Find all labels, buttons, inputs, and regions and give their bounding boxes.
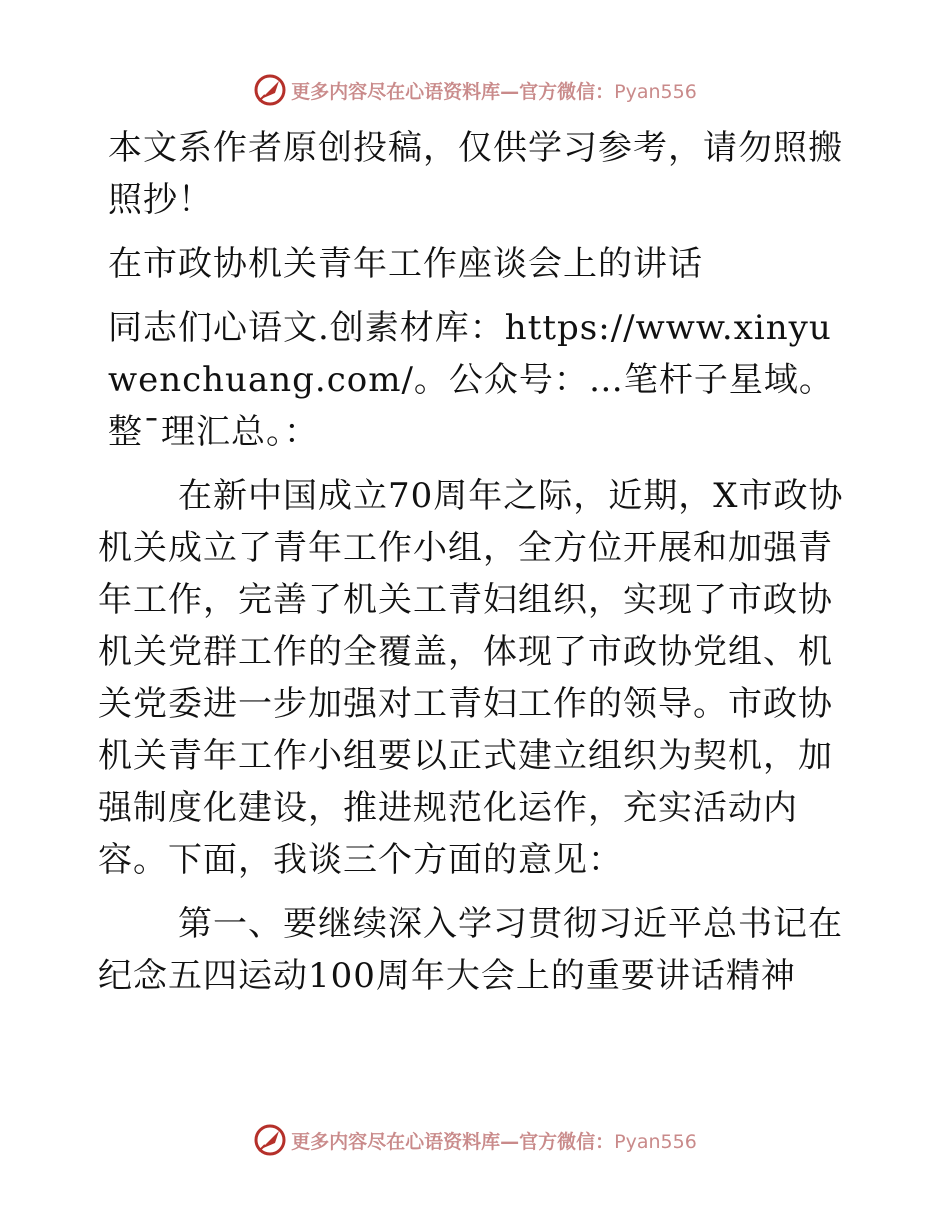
footer-banner bbox=[0, 1120, 950, 1160]
banner-wechat-id: Pyan556 bbox=[614, 1130, 697, 1153]
banner-wechat-id: Pyan556 bbox=[614, 80, 697, 103]
banner-text: 更多内容尽在心语资料库—官方微信：Pyan556 bbox=[291, 1130, 697, 1153]
body-paragraph-1: 在新中国成立70周年之际，近期，X市政协机关成立了青年工作小组，全方位开展和加强青年工作，完善了机关工青妇组织，实现了市政协机关党群工作的全覆盖，体现了市政协党组、机关党委进一步加强对工青妇工作的领导。市政协机关青年工作小组要以正式建立组织为契机，加强制度化建设，推进规范化运作，充实活动内容。下面，我谈三个方面的意见： bbox=[98, 476, 844, 880]
quill-logo-icon bbox=[253, 73, 287, 107]
greeting: 同志们心语文.创素材库：https://www.xinyuwenchuang.com/。公众号：…笔杆子星域。整¯理汇总。： bbox=[108, 308, 834, 452]
quill-logo-icon bbox=[253, 1123, 287, 1157]
body-paragraph-2: 第一、要继续深入学习贯彻习近平总书记在纪念五四运动100周年大会上的重要讲话精神 bbox=[98, 904, 843, 996]
copyright-notice: 本文系作者原创投稿，仅供学习参考，请勿照搬照抄！ bbox=[108, 128, 843, 220]
header-banner bbox=[0, 70, 950, 110]
banner-text: 更多内容尽在心语资料库—官方微信：Pyan556 bbox=[291, 80, 697, 103]
document-title: 在市政协机关青年工作座谈会上的讲话 bbox=[108, 244, 703, 284]
document-body bbox=[98, 122, 853, 1002]
